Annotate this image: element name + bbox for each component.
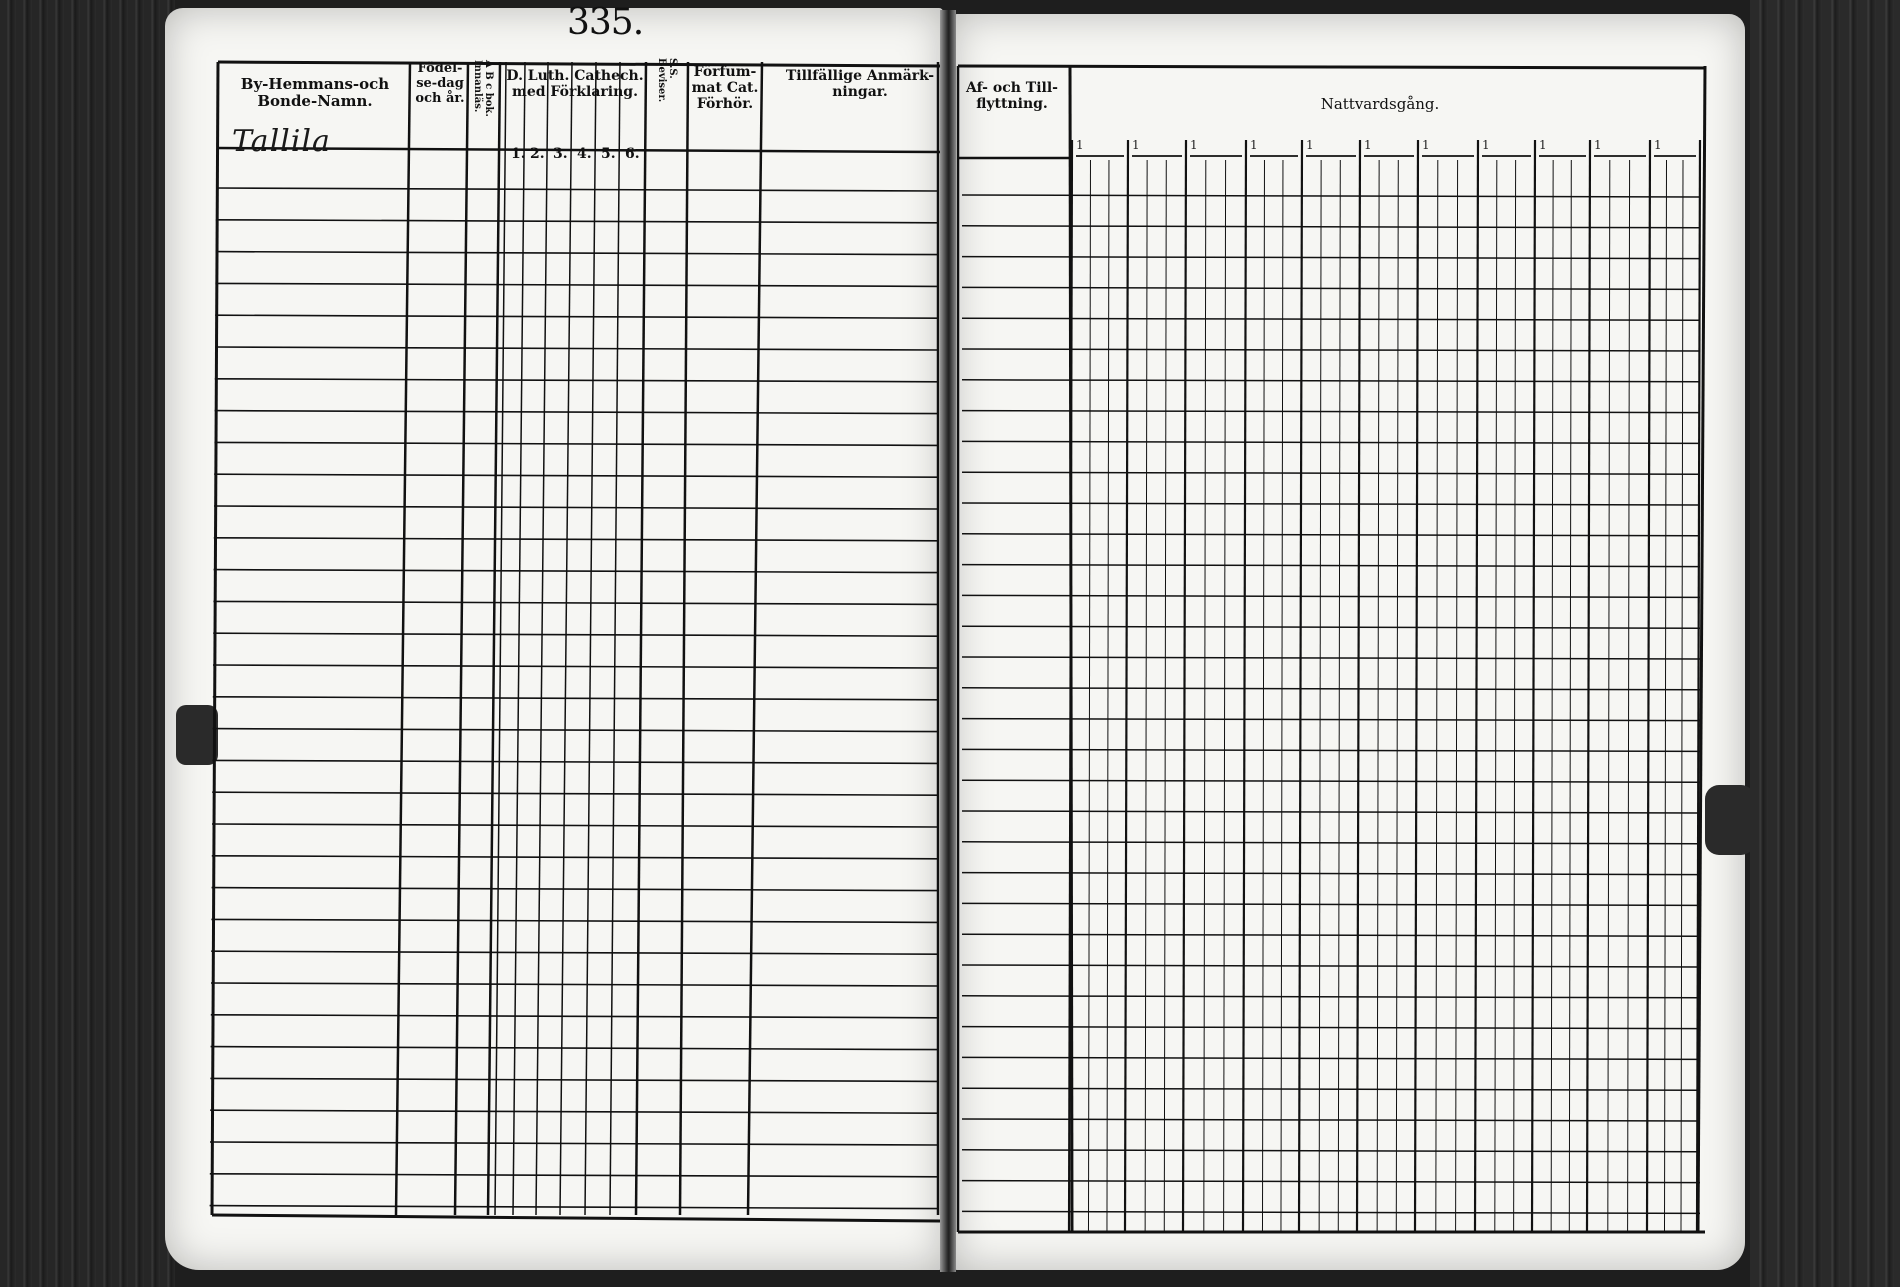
left-column-rule <box>396 62 410 1215</box>
left-row-rule <box>212 792 938 795</box>
catechism-subcolumn-number: 5. <box>601 146 616 162</box>
left-row-rule <box>213 665 938 668</box>
catechism-subcolumn-number: 6. <box>625 146 640 162</box>
header-remarks: Tillfällige Anmärk- ningar. <box>785 68 935 101</box>
communion-column-mark: 1 <box>1654 138 1662 152</box>
left-row-rule <box>212 856 938 859</box>
left-top-rule <box>218 62 940 66</box>
left-column-rule <box>610 62 620 1215</box>
communion-group-rule <box>1299 140 1302 1232</box>
left-row-rule <box>210 1206 938 1209</box>
left-row-rule <box>215 411 938 414</box>
left-row-rule <box>210 1142 938 1145</box>
left-column-rule <box>536 62 548 1215</box>
left-row-rule <box>216 220 938 223</box>
communion-column-mark: 1 <box>1076 138 1084 152</box>
communion-sub-rule <box>1608 160 1610 1232</box>
communion-column-mark: 1 <box>1306 138 1314 152</box>
left-row-rule <box>213 729 938 732</box>
communion-column-mark: 1 <box>1132 138 1140 152</box>
left-row-rule <box>214 442 938 445</box>
communion-group-rule <box>1647 140 1650 1232</box>
communion-sub-rule <box>1088 160 1090 1232</box>
catechism-subcolumn-number: 1. <box>511 146 526 162</box>
communion-sub-rule <box>1319 160 1321 1232</box>
communion-sub-rule <box>1281 160 1283 1232</box>
communion-sub-rule <box>1145 160 1147 1232</box>
communion-column-mark: 1 <box>1190 138 1198 152</box>
page-number: 335. <box>567 2 644 43</box>
communion-column-mark: 1 <box>1422 138 1430 152</box>
left-row-rule <box>214 538 938 541</box>
catechism-subcolumn-number: 4. <box>577 146 592 162</box>
communion-sub-rule <box>1164 160 1166 1232</box>
left-column-rule <box>585 62 596 1215</box>
left-row-rule <box>211 951 938 954</box>
communion-group-rule <box>1532 140 1535 1232</box>
left-column-rule <box>212 62 218 1215</box>
communion-column-mark: 1 <box>1250 138 1258 152</box>
communion-sub-rule <box>1495 160 1497 1232</box>
communion-group-rule <box>1475 140 1478 1232</box>
communion-sub-rule <box>1224 160 1226 1232</box>
left-row-rule <box>213 697 938 700</box>
communion-group-rule <box>1357 140 1360 1232</box>
header-abc-book: A B c bok. Innanläs. <box>472 60 494 117</box>
left-row-rule <box>212 824 938 827</box>
catechism-subcolumn-number: 2. <box>530 146 545 162</box>
left-column-rule <box>636 62 646 1215</box>
communion-sub-rule <box>1396 160 1398 1232</box>
left-column-rule <box>455 62 468 1215</box>
communion-sub-rule <box>1107 160 1109 1232</box>
header-catechism: D. Luth. Cathech. med Förklaring. <box>506 68 644 101</box>
left-row-rule <box>214 474 938 477</box>
left-row-rule <box>211 1015 938 1018</box>
left-bottom-rule <box>212 1215 940 1221</box>
left-row-rule <box>211 983 938 986</box>
communion-group-rule <box>1183 140 1186 1232</box>
header-birth-date: Födel- se-dag och år. <box>415 61 465 106</box>
left-column-rule <box>495 62 506 1215</box>
left-column-rule <box>560 62 572 1215</box>
communion-sub-rule <box>1569 160 1571 1232</box>
header-certificates: S.S. Beviser. <box>656 58 678 103</box>
catechism-subcolumn-number: 3. <box>553 146 568 162</box>
handwritten-place-name: Tallila <box>232 124 331 159</box>
left-row-rule <box>213 601 938 604</box>
left-row-rule <box>213 633 938 636</box>
left-row-rule <box>210 1110 938 1113</box>
left-row-rule <box>215 347 938 350</box>
left-row-rule <box>216 188 938 191</box>
left-row-rule <box>212 888 938 891</box>
communion-group-rule <box>1243 140 1246 1232</box>
header-missed-examination: Förfum- mat Cat. Förhör. <box>691 64 759 113</box>
left-row-rule <box>211 1047 938 1050</box>
communion-group-rule <box>1125 140 1128 1232</box>
left-row-rule <box>210 1174 938 1177</box>
communion-group-rule <box>1415 140 1418 1232</box>
communion-sub-rule <box>1262 160 1264 1232</box>
communion-sub-rule <box>1338 160 1340 1232</box>
left-row-rule <box>211 919 938 922</box>
header-communion: Nattvardsgång. <box>1320 95 1440 113</box>
communion-column-mark: 1 <box>1539 138 1547 152</box>
communion-sub-rule <box>1456 160 1458 1232</box>
left-column-rule <box>680 62 688 1215</box>
left-row-rule <box>215 315 938 318</box>
left-column-rule <box>488 62 500 1215</box>
left-row-rule <box>210 1078 938 1081</box>
communion-sub-rule <box>1377 160 1379 1232</box>
left-row-rule <box>214 506 938 509</box>
left-column-rule <box>513 62 525 1215</box>
left-row-rule <box>212 760 938 763</box>
communion-sub-rule <box>1436 160 1438 1232</box>
communion-column-mark: 1 <box>1482 138 1490 152</box>
left-row-rule <box>215 379 938 382</box>
communion-group-rule <box>1587 140 1590 1232</box>
communion-sub-rule <box>1514 160 1516 1232</box>
left-row-rule <box>215 283 938 286</box>
communion-sub-rule <box>1204 160 1206 1232</box>
communion-column-mark: 1 <box>1594 138 1602 152</box>
header-farm-name: By-Hemmans-och Bonde-Namn. <box>240 75 390 111</box>
communion-sub-rule <box>1628 160 1630 1232</box>
left-column-rule <box>748 62 762 1215</box>
left-row-rule <box>214 570 938 573</box>
communion-sub-rule <box>1551 160 1553 1232</box>
communion-column-mark: 1 <box>1364 138 1372 152</box>
left-row-rule <box>216 252 938 255</box>
header-moving: Af- och Till- flyttning. <box>966 80 1058 113</box>
